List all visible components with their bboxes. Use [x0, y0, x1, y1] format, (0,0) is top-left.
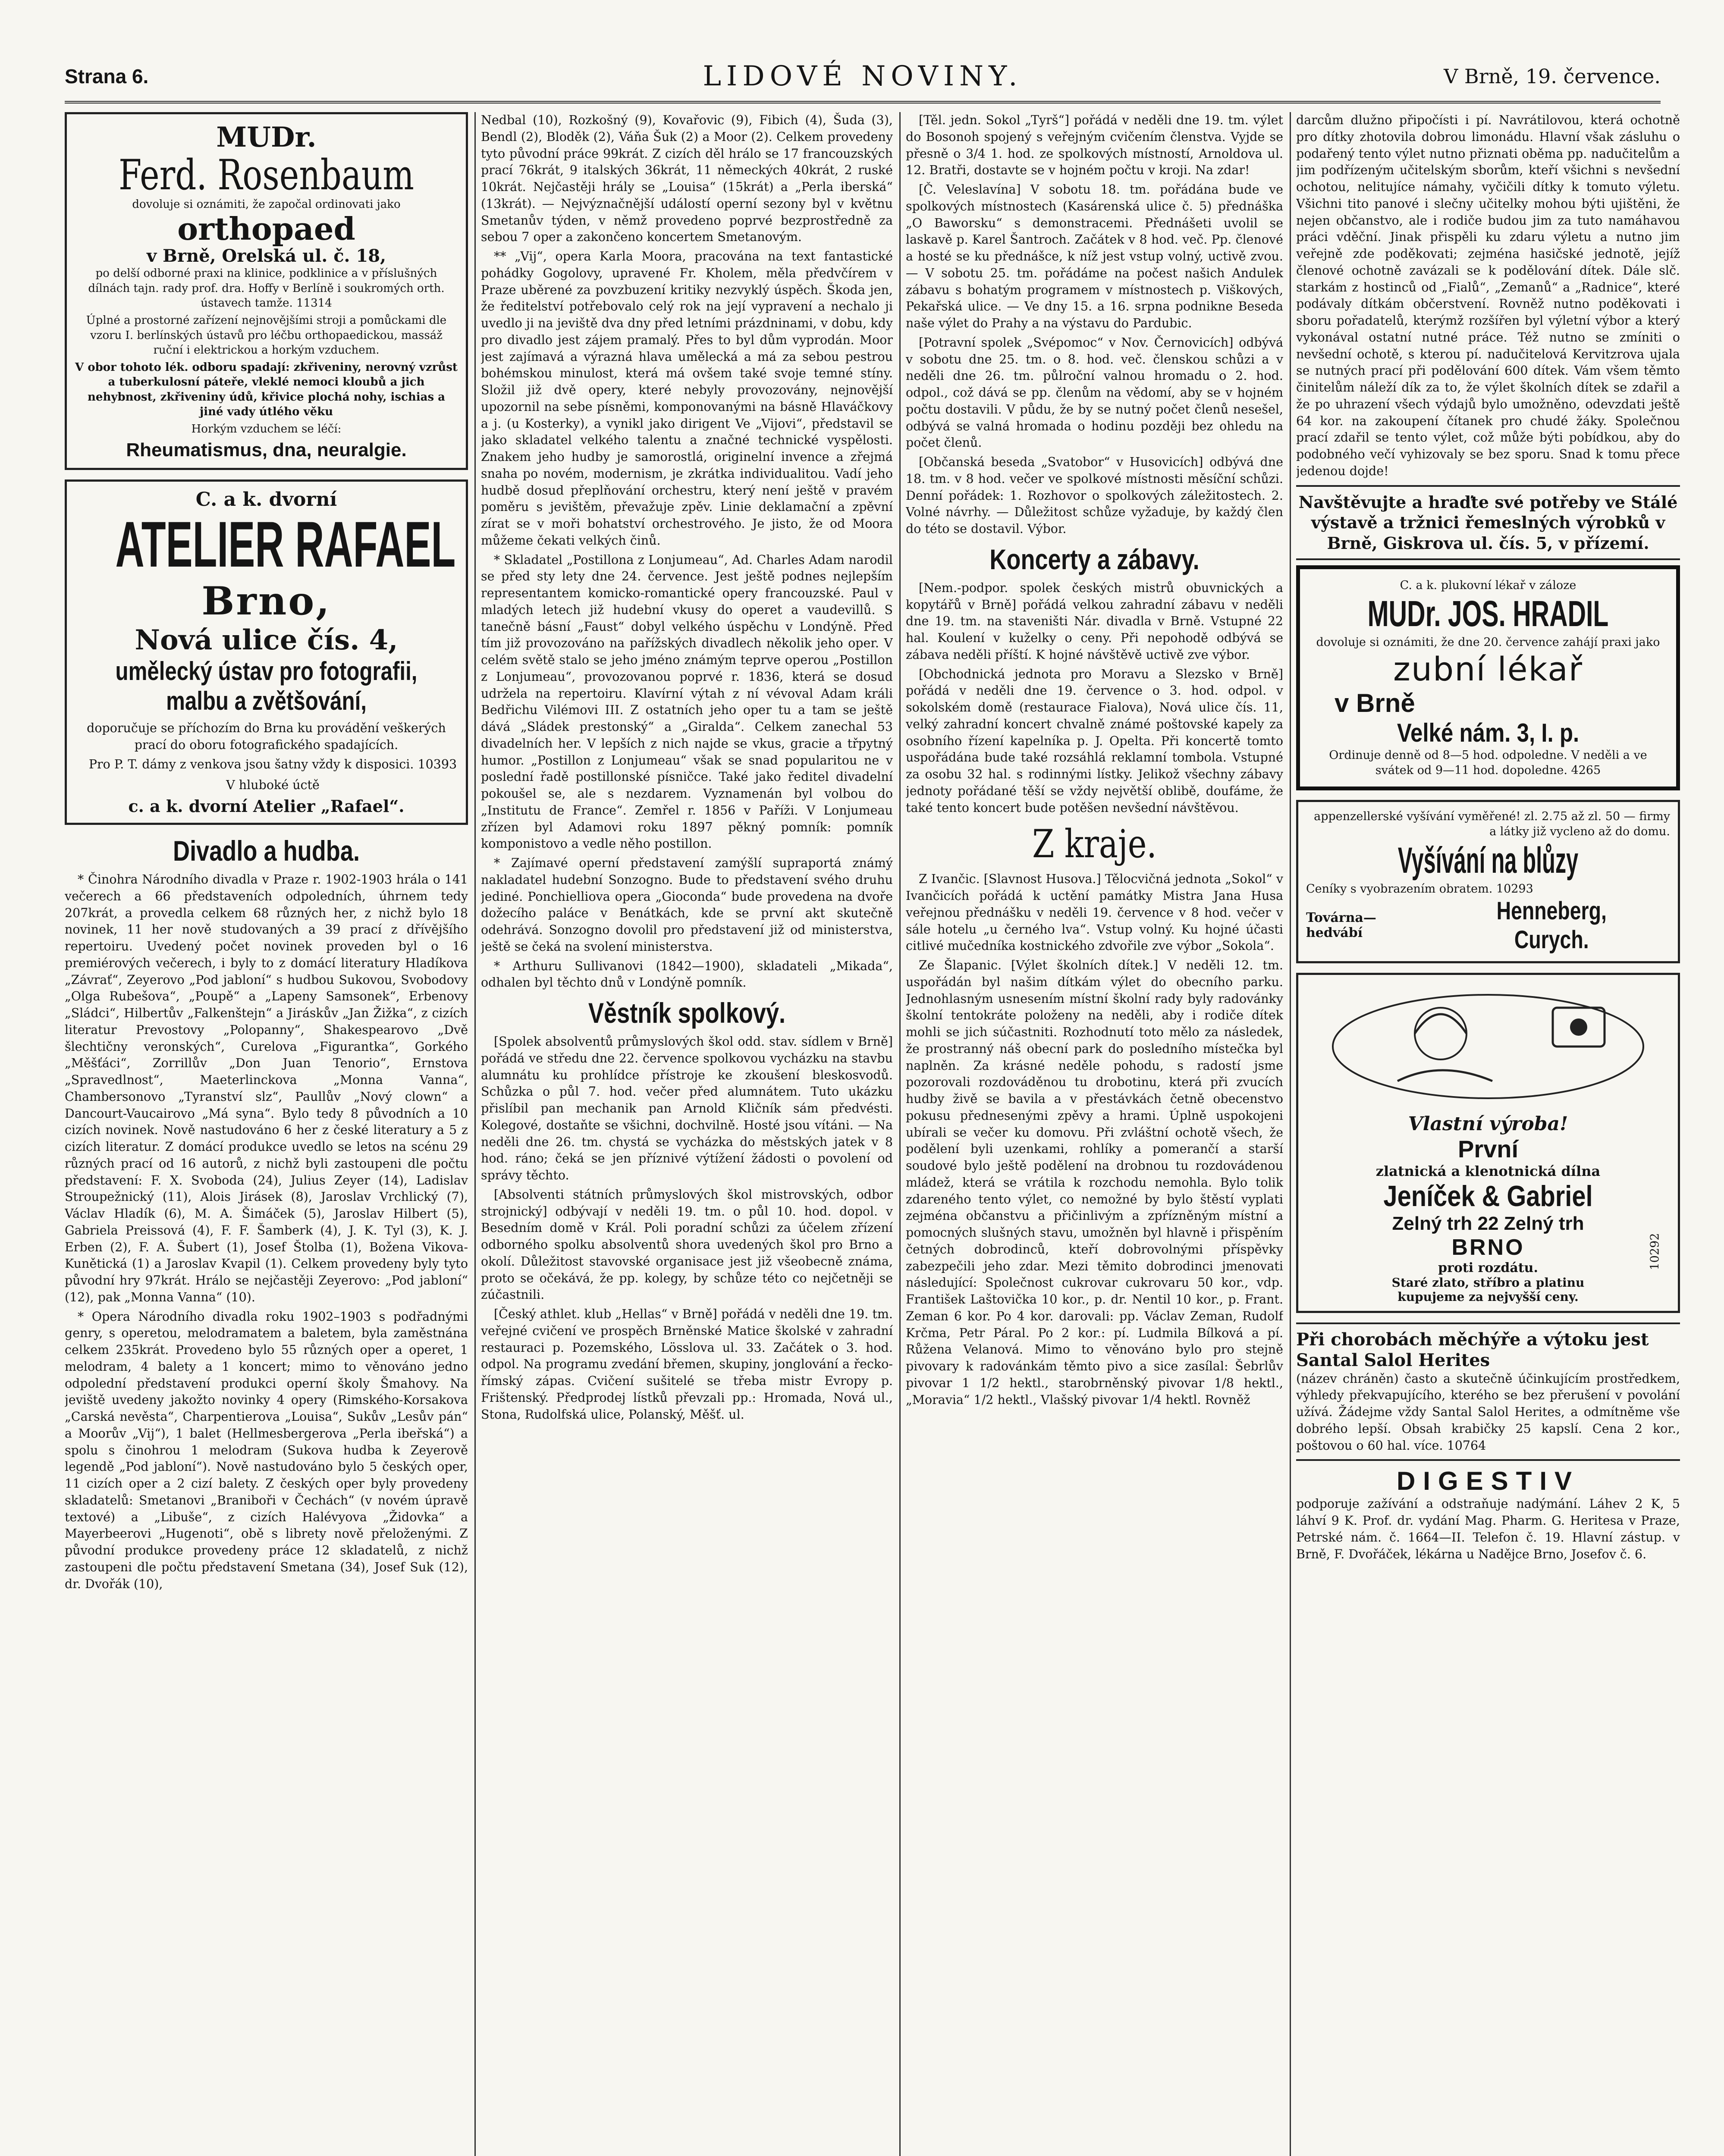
divider: [1296, 1459, 1680, 1461]
ad-services: umělecký ústav pro fotografii, malbu a zvětšování,: [115, 657, 418, 716]
santal-text: (název chráněn) často a skutečně účinkujícím prostředkem, výhledy překvapujícího, kterého se bez přerušení v povolání užívá. Žádejme vždy Santal Salol Herites, a odmítněme vše dobrého lepší. Obsah krabičky 25 kapslí. Cena 2 kor., poštovou o 60 hal. více. 10764: [1296, 1371, 1680, 1453]
ad-line: Továrna—hedvábí: [1306, 910, 1376, 940]
ad-henneberg: [1296, 800, 1680, 963]
ad-jenicek: [1296, 973, 1680, 1313]
article-paragraph: * Činohra Národního divadla v Praze r. 1902-1903 hrála o 141 večerech a 66 představeních odpoledních, úhrnem tedy 207krát, a provedla celkem 68 různých her, z nichž bylo 18 novinek, 11 her nově studovaných a 39 prací z dřívějšího repertoiru. Uvedený počet novinek proveden byl o 16 premiérových večerech, i byly to z domácí literatury Hladíkova „Závrať“, Zeyerovo „Pod jabloní“ s hudbou Sukovou, Svobodovy „Olga Rubešova“, „Poupě“ a „Lapeny Samsonek“, Erbenovy „Sládci“, Hilbertův „Falkenštejn“ a Jiráskův „Jan Žižka“, z cizích literatur Prevostovy „Polopanny“, Shakespearovo „Dvě šlechtičny veronských“, Curelova „Figurantka“, Gorkého „Měšťáci“, Zorrillův „Don Juan Tenorio“, Ernstova „Spravedlnost“, Maeterlinckova „Monna Vanna“, Chambersonovo „Tyranství slz“, Paullův „Nový clown“ a Dancourt-Vaucairovo „Má syna“. Bylo tedy 8 původních a 10 cizích novinek. Nově nastudováno 6 her z české literatury a 5 z cizích literatur. Z domácí produkce uvedlo se letos na scénu 29 různých prací od 16 autorů, z nichž byli zastoupeni dle počtu představení: F. X. Svoboda (24), Julius Zeyer (14), Ladislav Stroupežnický (11), Alois Jirásek (8), Jaroslav Vrchlický (7), Václav Hladík (6), M. A. Šimáček (5), Jaroslav Hilbert (5), Gabriela Preissová (4), F. F. Šamberk (4), J. K. Tyl (3), K. J. Erben (2), F. A. Šubert (1), Josef Štolba (1), Božena Vikova-Kunětická (1) a Jaroslav Kvapil (1). Celkem provedeny byly tyto původní hry 97krát. Hrálo se nejčastěji Zeyerovo: „Pod jabloní“ (12), pak „Monna Vanna“ (10).: [65, 872, 468, 1304]
ad-text: Horkým vzduchem se léčí:: [191, 423, 342, 436]
article-paragraph: [Absolventi státních průmyslových škol mistrovských, odbor strojnický] odbývají v neděli 19. tm. o půl 10. hod. dopol. v Besedním domě v Král. Poli poradní schůzi za účelem zřízení odborného spolku absolventů shora uvedených škol pro Brno a okolí. Důležitost stavovské organisace jest již všeobecně známa, proto se očekává, že pp. kolegy, by schůze této co nejčetněji se zúčastnili.: [481, 1187, 893, 1302]
ad-line: dovoluje si oznámiti, že dne 20. července zahájí praxi jako: [1316, 636, 1660, 649]
ad-specialty: orthopaed: [177, 210, 355, 248]
article-paragraph: * Zajímavé operní představení zamýšlí supraportá známý nakladatel hudební Sonzogno. Bude to představení svého druhu jediné. Ponchielliova opera „Gioconda“ bude provedena na dvoře dožecího paláce v Benátkách, kde se první akt skutečně odehrává. Sonzogno dovolil pro představení již od ministerstva, ještě se čeká na svolení ministerstva.: [481, 856, 893, 954]
article-paragraph: [Těl. jedn. Sokol „Tyrš“] pořádá v neděli dne 19. tm. výlet do Bosonoh spojený s veřejným cvičením členstva. Vyjde se přesně o 3/4 1. hod. ze spolkových místností, Arnoldova ul. 12. Bratři, dostavte se v hojném počtu v kroji. Na zdar!: [906, 113, 1283, 178]
article-paragraph: Ze Šlapanic. [Výlet školních dítek.] V neděli 12. tm. uspořádán byl našim dítkám výlet do obecního parku. Jednohlasným usnesením místní školní rady byly radovánky školní tentokráte položeny na neděli, aby i rodiče dítek mohli se jich súčastniti. Rozhodnutí toto mělo za následek, že prostranný náš obecní park do posledního místečka byl naplněn. Za krásné neděle pohodu, s radostí jsme pozorovali rozdováděnou tu drobotinu, která při zvucích hudby živě se bavila a v přestávkách četně obecenstvo pokusu přednesenými zpěvy a hrami. Úplně uspokojeni ubírali se večer ku domovu. Při zvláštní ochotě všech, že podělení byli uzenkami, rohlíky a pomerančí a starší soudové bylo ještě podělení na drobnou tu rozdovádenou mládež, která se vrátila k rozchodu nemohla. Bylo tolik zdareného tento výlet, co nemožné by bylo štěstí vyplati zejména občanstvu a přičinlivým a zpŕízněným místní a pomocných slušných stavu, umožněn byl hlavně i přispěním četných dobrodinců, kteří dobrovolnými příspěvky zabezpečili jeho zdar. Mezi těmito dobrodinci jmenovati následující: Společnost cukrovar cukrovaru 50 kor., vdp. František Laštovička 10 kor., p. dr. Nentil 10 kor., p. Frant. Zeman 6 kor. Po 4 kor. darovali: pp. Václav Zeman, Rudolf Krčma, Petr Páral. Po 2 kor.: pí. Ludmila Bílková a pí. Růžena Velanová. Mimo to věnováno bylo pro stejně pivovary k radovánkám těmto pivo a sice zasílal: Šebrlův pivovar 1 1/2 hektl., starobrněnský pivovar 1/8 hektl., „Moravia“ 1/2 hektl., Vlašský pivovar 1/4 hektl. Rovněž: [906, 958, 1283, 1407]
column-1: [65, 112, 468, 2156]
ad-name: Ferd. Rosenbaum: [119, 151, 414, 199]
article-paragraph: * Skladatel „Postillona z Lonjumeau“, Ad. Charles Adam narodil se před sty lety dne 24. července. Jest ještě podnes nejlepším representantem komicko-romantické opery francouzské. Paul v mladých letech již hudební vkusy do operet a vaudevillů. S tanečně básní „Faust“ dobyl velkého úspěchu v Londýně. Před tím již provozováno na pařížských divadlech několik jeho oper. V celém světě stalo se jeho jméno známým teprve operou „Postillon z Lonjumeau“, provozovanou poprvé r. 1836, která se dosud udržela na repertoiru. Klavírní výtah z ní vévoval Adam králi Bedřichu Vilémovi III. Z ostatních jeho oper tu a tam se ještě dává „Sládek prestonský“ a „Giralda“. Celkem zanechal 53 divadelních her. V lepších z nich najde se vkus, gracie a třpytný humor. „Postillon z Lonjumeau“ však se snad popularitou ne v poslední řadě postillonské písničce. Také jako ředitel divadelní pokoušel se, ale s nezdarem. Vyznamenán byl volbou do „Institutu de France“. Zemřel r. 1856 v Paříži. V Lonjumeau zřízen byl Adamovi roku 1897 pěkný pomník: pomník komponistovo a vedle něho postillon.: [481, 552, 893, 851]
ad-line: První: [1457, 1135, 1519, 1163]
ad-line: Ceníky s vyobrazením obratem. 10293: [1306, 882, 1533, 896]
ad-title: MUDr.: [216, 121, 317, 154]
article-paragraph: * Opera Národního divadla roku 1902–1903 s podřadnými genry, s operetou, melodramatem a baletem, byla zaměstnána celkem 235krát. Provedeno bylo 55 různých oper a operet, 1 melodram, 4 balety a 1 koncert; mimo to věnováno jedno odpolední představení produkci operní školy Šmahovy. Na jeviště uvedeny jakožto novinky 4 opery (Rimského-Korsakova „Carská nevěsta“, Charpentierova „Louisa“, Sukův „Lesův pán“ a Moorův „Vij“), 1 balet (Hellmesbergerova „Perla ibeřská“) a spolu s činohrou 1 melodram (Sukova hudba k Zeyerově legendě „Pod jabloní“). Nově nastudováno bylo 5 českých oper, 11 cizích oper a 2 cizí balety. Z českých oper byly provedeny skladatelů: Smetanovi „Braniboři v Čechách“ (v novém úpravě textové) a „Libuše“, z cizích Halévyova „Židovka“ a Mayerbeerovi „Hugenoti“, obě s librety nově přeloženými. Z původní produkce provedeny práce 12 skladatelů, z nichž zastoupeni dle počtu představení Smetana (34), Josef Suk (12), dr. Dvořák (10),: [65, 1309, 468, 1591]
ad-street: Nová ulice čís. 4,: [135, 624, 398, 657]
ad-address: v Brně, Orelská ul. č. 18,: [147, 246, 386, 266]
divider: [1296, 558, 1680, 560]
section-heading: Z kraje.: [1032, 821, 1157, 867]
ad-text: Úplné a prostorné zařízení nejnovějšími stroji a pomůckami dle vzoru I. berlínských ústavů pro léčbu orthopaedickou, massáž ruční i elektrickou a horkým vzduchem.: [86, 314, 447, 357]
ad-line: Staré zlato, stříbro a platinu kupujeme za nejvyšší ceny.: [1391, 1275, 1585, 1304]
ad-city: v Brně: [1335, 689, 1415, 718]
ad-text: Pro P. T. dámy z venkova jsou šatny vždy k disposici. 10393: [88, 757, 457, 771]
ad-profession: zubní lékař: [1393, 650, 1583, 689]
ad-signature: c. a k. dvorní Atelier „Rafael“.: [128, 796, 405, 816]
ad-line: appenzellerské vyšívání vyměřené! zl. 2.75 až zl. 50 — firmy a látky již vycleno až do domu.: [1314, 810, 1670, 839]
ad-rosenbaum: [65, 112, 468, 470]
ad-text: V hluboké úctě: [226, 778, 320, 793]
page-header: [65, 56, 1661, 103]
column-3: [906, 112, 1283, 2156]
newspaper-title: LIDOVÉ NOVINY.: [703, 60, 1023, 92]
ad-line: zlatnická a klenotnická dílna: [1375, 1163, 1601, 1179]
ad-doctor-name: MUDr. JOS. HRADIL: [1367, 593, 1609, 634]
ad-hradil: [1296, 565, 1680, 790]
article-paragraph: Nedbal (10), Rozkošný (9), Kovařovic (9), Fibich (4), Šuda (3), Bendl (2), Bloděk (2), Váňa Šuk (2) a Moor (2). Celkem provedeny tyto původní práce 99krát. Z cizích děl hrálo se 17 francouzských prací 76krát, 9 italských 36krát, 11 německých 40krát, 2 ruské 10krát. Nejčastěji hrály se „Louisa“ (15krát) a „Perla iberská“ (13krát). — Nejvýznačnější událostí operní sezony byl v květnu Smetanův týden, v němž provedeno poprvé bezprostředně za sebou 7 oper a zakončeno koncertem Smetanovým.: [481, 113, 893, 244]
column-rule: [474, 112, 476, 2156]
ad-city: Brno,: [201, 578, 331, 624]
ad-line: C. a k. plukovní lékař v záloze: [1400, 579, 1576, 592]
article-paragraph: [Občanská beseda „Svatobor“ v Husovicích] odbývá dne 18. tm. v 8 hod. večer ve spolkové místnosti měsíční schůzi. Denní pořádek: 1. Rozhovor o spolkových záležitostech. 2. Volné návrhy. — Důležitost schůze vyžaduje, by každý člen do této se dostavil. Výbor.: [906, 455, 1283, 536]
article-paragraph: [Spolek absolventů průmyslových škol odd. stav. sídlem v Brně] pořádá ve středu dne 22. července spolkovou vycházku na stavbu alumnátu ku prohlídce přístroje ke zkoušení bleskosvodů. Schůzka o půl 7. hod. večer před alumnátem. Tuto ukázku přislíbil pan mechanik pan Arnold Kličník sám předvésti. Kolegové, dostaňte se všichni, dochvilně. Hosté jsou vítáni. — Na neděli dne 26. tm. chystá se vycházka do městských jatek v 8 hod. ráno; čeká se jen příznivé výtížení žádosti o povolení od správy těchto.: [481, 1034, 893, 1182]
article-paragraph: [Č. Veleslavína] V sobotu 18. tm. pořádána bude ve spolkových místnostech (Kasárenská ulice č. 5) přednáška „O Baworsku“ s demonstracemi. Přednášeti uvolil se laskavě p. Karel Šantroch. Začátek v 8 hod. več. Pp. členové a hosté se ku přednášce, k níž jest vstup volný, uctivě zvou. — V sobotu 25. tm. pořádáme na počest našich Andulek zábavu s bohatým programem v místnostech p. Viškových, Pekařská ulice. — Ve dny 15. a 16. srpna podnikne Beseda naše výlet do Prahy a na výstavu do Pardubic.: [906, 182, 1283, 330]
article-paragraph: [Nem.-podpor. spolek českých mistrů obuvnických a kopytářů v Brně] pořádá velkou zahradní zábavu v neděli dne 19. tm. na staveništi Nár. divadla v Brně. Vstupné 22 hal. Koulení v kuželky o ceny. Při nepohodě odbývá se zábava neděli příští. K hojné návštěvě uctivě zve výbor.: [906, 580, 1283, 662]
ad-line: proti rozdátu.: [1438, 1260, 1538, 1275]
ad-text: po delší odborné praxi na klinice, podklinice a v příslušných dílnách tajn. rady prof. dra. Hoffy v Berlíně i soukromých orth. ústavech tamže. 11314: [88, 267, 445, 310]
ad-line: Vlastní výroba!: [1408, 1112, 1568, 1135]
ad-headline: Vyšívání na blůzy: [1397, 840, 1579, 881]
ad-city: BRNO: [1451, 1235, 1525, 1260]
ad-firm: Jeníček & Gabriel: [1383, 1179, 1593, 1213]
ad-address: Velké nám. 3, I. p.: [1397, 718, 1580, 748]
ad-line: Ordinuje denně od 8—5 hod. odpoledne. V neděli a ve svátek od 9—11 hod. dopoledne. 4265: [1329, 749, 1647, 777]
article-paragraph: ** „Vij“, opera Karla Moora, pracována na text fantastické pohádky Gogolovy, upravené Fr. Kholem, měla předvčírem v Praze uběrené za povzbuzení kritiky nezvyklý úspěch. Škoda jen, že ředitelství potřebovalo celý rok na její vypravení a nechalo ji uvedlo ji na jeviště dva dny před letními prázdninami, v dobu, kdy pro divadlo jest zájem pramalý. Přes to byl dům vyprodán. Moor jest zajímavá a výrazná hlava umělecká a má za sebou pestrou bohémskou minulost, která má ovšem také svoje temné stíny. Složil již dvě opery, které nebyly provozovány, nejnovější upozornil na sebe písněmi, komponovanými na básně Hlaváčkovy a j. (u Kosterky), a vynikl jako dirigent Ve „Vijovi“, představil se jako skladatel velkého talentu a značné technické vyspělosti. Znakem jeho hudby je samorostlá, originelní invence a zřejmá snaha po novém, modernism, je zkrátka individualitou. Vadí jeho hudbě dosud přeplňování orchestru, který není ještě v pravém poměru s jevištěm, převažuje zpěv. Linie deklamační a zpěvní zírat se v moři bohatství orchestrového. Je jisto, že od Moora můžeme čekati velkých činů.: [481, 249, 893, 548]
issue-date: V Brně, 19. července.: [1444, 65, 1661, 88]
ad-footer: Rheumatismus, dna, neuralgie.: [126, 439, 407, 461]
column-4: [1296, 112, 1680, 2156]
woman-portrait-icon: [1311, 982, 1665, 1111]
ad-rafael: [65, 479, 468, 825]
ad-firm: Henneberg, Curych.: [1496, 896, 1607, 954]
page-number: Strana 6.: [65, 65, 149, 88]
ad-text: doporučuje se příchozím do Brna ku provádění veškerých prací do oboru fotografického spadajících.: [87, 721, 446, 752]
section-heading: Věstník spolkový.: [588, 997, 786, 1029]
ad-line: C. a k. dvorní: [195, 488, 337, 511]
digestiv-title: DIGESTIV: [1396, 1467, 1580, 1496]
column-rule: [899, 112, 901, 2156]
article-paragraph: [Český athlet. klub „Hellas“ v Brně] pořádá v neděli dne 19. tm. veřejné cvičení ve prospěch Brněnské Matice školské v zahradní restauraci p. Pozemského, Lösslova ul. 33. Začátek o 3. hod. odpol. Na programu zvedání břemen, skupiny, jonglování a řecko-římský zápas. Cvičení sušitelé se třeba mistr Evropy p. Frištenský. Předprodej lístků převzali pp.: Hromada, Nová ul., Stona, Rudolfská ulice, Polanský, Měšť. ul.: [481, 1307, 893, 1422]
ad-address: Zelný trh 22 Zelný trh: [1392, 1213, 1584, 1234]
article-paragraph: [Obchodnická jednota pro Moravu a Slezsko v Brně] pořádá v neděli dne 19. července o 3. hod. odpol. v sokolském domě (restaurace Fialova), Nová ulice čís. 11, velký zahradní koncert chvalně známé poštovské kapely za osobního řízení kapelníka p. J. Opelta. Při koncertě tomto uspořádána bude také rozsáhlá reklamní tombola. Vstupné za osobu 32 hal. s rodinnými lístky. Jelikož všechny zábavy jednoty pořádané těší se vždy největší oblibě, doufáme, že také tento koncert bude potěšen nevšední návštěvou.: [906, 667, 1283, 815]
divider: [1296, 1322, 1680, 1324]
ad-number: 10292: [1648, 1233, 1662, 1270]
article-paragraph: * Arthuru Sullivanovi (1842—1900), skladateli „Mikada“, odhalen byl těchto dnů v Londýně pomník.: [481, 959, 893, 990]
exhibition-notice: Navštěvujte a hraďte své potřeby ve Stálé výstavě a tržnici řemeslných výrobků v Brně, Giskrova ul. čís. 5, v přízemí.: [1298, 492, 1678, 553]
column-rule: [1290, 112, 1291, 2156]
ad-intro: dovoluje si oznámiti, že započal ordinovati jako: [132, 197, 401, 211]
article-paragraph: darcům dlužno připočísti i pí. Navrátilovou, která ochotně pro dítky zhotovila dobrou limonádu. Hlavní však zásluhu o podařený tento výlet nutno přiznati oběma pp. nadučitelům a jim podřízeným učitelským sborům, kteří všichni s nevšední ochotou, nelitujíce námahy, vyčičili dítky k tomuto výletu. Všichni tito panové i slečny učitelky mohou býti ujištěni, že nejen občanstvo, ale i rodiče budou jim za tuto namáhavou práci vděční. Jinak přispěli ku zdaru výletu a nutno jim veřejně zde poděkovati; zejména hasičské jednotě, jejíž členové ochotně zavázali se k podělování dítek. Dále slč. starkám z hostinců od „Fialů“, „Zemanů“ a „Radnice“, které podávaly dítkám občerstvení. Rovněž nutno poděkovati i sboru pořadatelů, kterýmž rozšířen byl výletní výbor a který vykonával ostatní nutné práce. Též nutno se zmíniti o nevšední ochotě, s kterou pí. nadučitelová Kervitzrova ujala se nutných prací při podělování 600 dítek. Vám všem těmto činitelům náleží dík za to, že výlet školních dítek se zdařil a že po uhrazení všech výdajů bylo umožněno, odevzdati ještě 64 kor. na zakoupení čítanek pro chudé žáky. Společnou prací zdařil se tento výlet, což může býti pobídkou, aby do podobného večí vyhizovaly se bez sporu. Snad k tomu přece jedenou dojde!: [1296, 113, 1680, 478]
santal-headline: Při chorobách měchýře a výtoku jest Santal Salol Herites: [1296, 1329, 1649, 1370]
ad-text: V obor tohoto lék. odboru spadají: zkřiveniny, nerovný vzrůst a tuberkulosní páteře, vleklé nemoci kloubů a jich nehybnost, zkřiveniny údů, křivice plochá nohy, ischias a jiné vady útlého věku: [75, 361, 458, 419]
section-heading: Divadlo a hudba.: [173, 835, 360, 867]
digestiv-text: podporuje zažívání a odstraňuje nadýmání. Láhev 2 K, 5 láhví 9 K. Prof. dr. vydání Mag. Pharm. G. Heritesa v Praze, Petrské nám. č. 1664—II. Telefon č. 19. Hlavní zástup. v Brně, F. Dvořáček, lékárna u Nadějce Brno, Josefov č. 6.: [1296, 1497, 1680, 1561]
ad-studio-name: ATELIER RAFAEL: [115, 508, 456, 580]
section-heading: Koncerty a zábavy.: [989, 543, 1200, 575]
article-paragraph: Z Ivančic. [Slavnost Husova.] Tělocvičná jednota „Sokol“ v Ivančicích pořádá k uctění památky Mistra Jana Husa veřejnou přednášku v neděli 19. července v 8 hod. večer v sále hotelu „u černého lva“. Vstup volný. Ku hojné účasti citlivé mučedníka kostnického zdvořile zve výbor „Sokola“.: [906, 872, 1283, 953]
column-2: [481, 112, 893, 2156]
article-paragraph: [Potravní spolek „Svépomoc“ v Nov. Černovicích] odbývá v sobotu dne 25. tm. o 8. hod. več. členskou schůzi a v neděli dne 26. tm. půlroční valnou hromadu o 2. hod. odpol., což dává se pp. členům na vědomí, aby se v hojném počtu dostavili. V půdu, že by se nutný počet členů nesešel, odbývá se valná hromada o hodinu později bez ohledu na počet členů.: [906, 335, 1283, 450]
divider: [1296, 485, 1680, 487]
